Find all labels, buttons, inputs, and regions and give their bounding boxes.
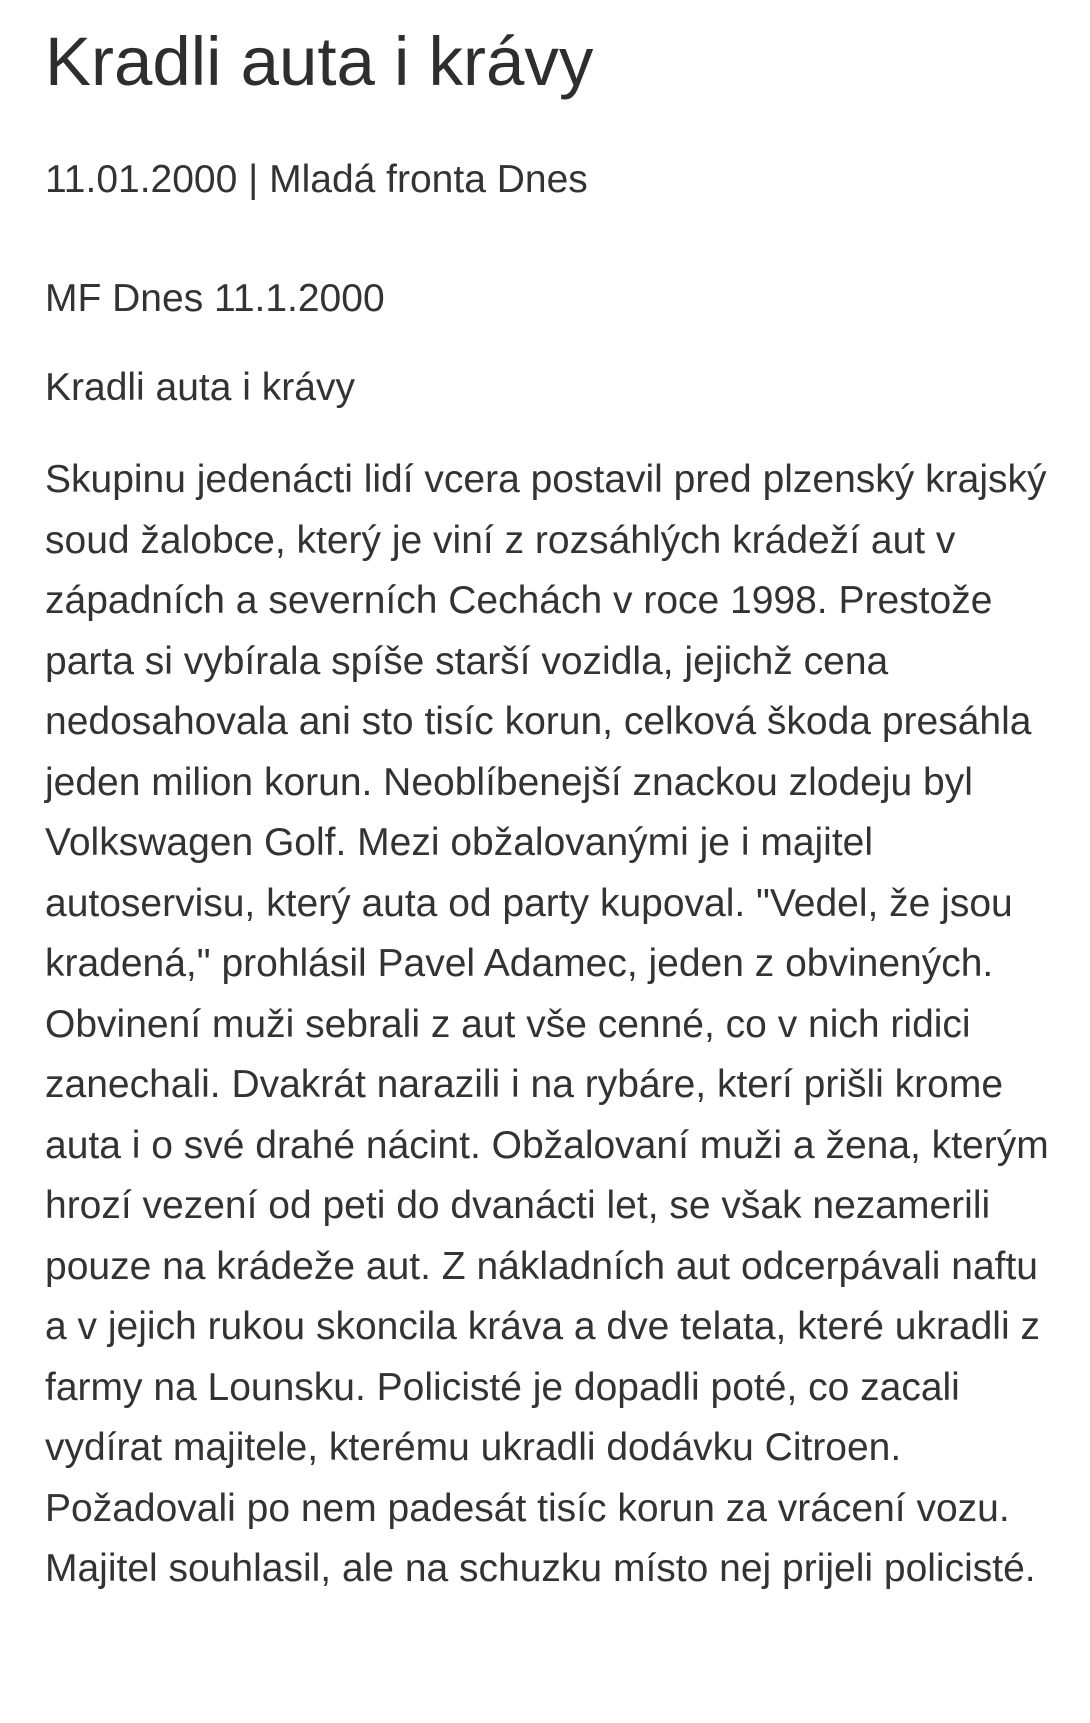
article-source-line: MF Dnes 11.1.2000	[45, 277, 385, 320]
article-subtitle: Kradli auta i krávy	[45, 366, 355, 409]
article-meta: 11.01.2000 | Mladá fronta Dnes	[45, 158, 588, 201]
article-title: Kradli auta i krávy	[45, 23, 594, 100]
article-body: Skupinu jedenácti lidí vcera postavil pred plzenský krajský soud žalobce, který je viní z rozsáhlých krádeží aut v západních a severních Cechách v roce 1998. Prestože parta si vybírala spíše starší vozidla, jejichž cena nedosahovala ani sto tisíc korun, celková škoda presáhla jeden milion korun. Neoblíbenejší znackou zlodeju byl Volkswagen Golf. Mezi obžalovanými je i majitel autoservisu, který auta od party kupoval. "Vedel, že jsou kradená," prohlásil Pavel Adamec, jeden z obvinených. Obvinení muži sebrali z aut vše cenné, co v nich ridici zanechali. Dvakrát narazili i na rybáre, kterí prišli krome auta i o své drahé nácint. Obžalovaní muži a žena, kterým hrozí vezení od peti do dvanácti let, se však nezamerili pouze na krádeže aut. Z nákladních aut odcerpávali naftu a v jejich rukou skoncila kráva a dve telata, které ukradli z farmy na Lounsku. Policisté je dopadli poté, co zacali vydírat majitele, kterému ukradli dodávku Citroen. Požadovali po nem padesát tisíc korun za vrácení vozu. Majitel souhlasil, ale na schuzku místo nej prijeli policisté.	[45, 458, 1049, 1590]
